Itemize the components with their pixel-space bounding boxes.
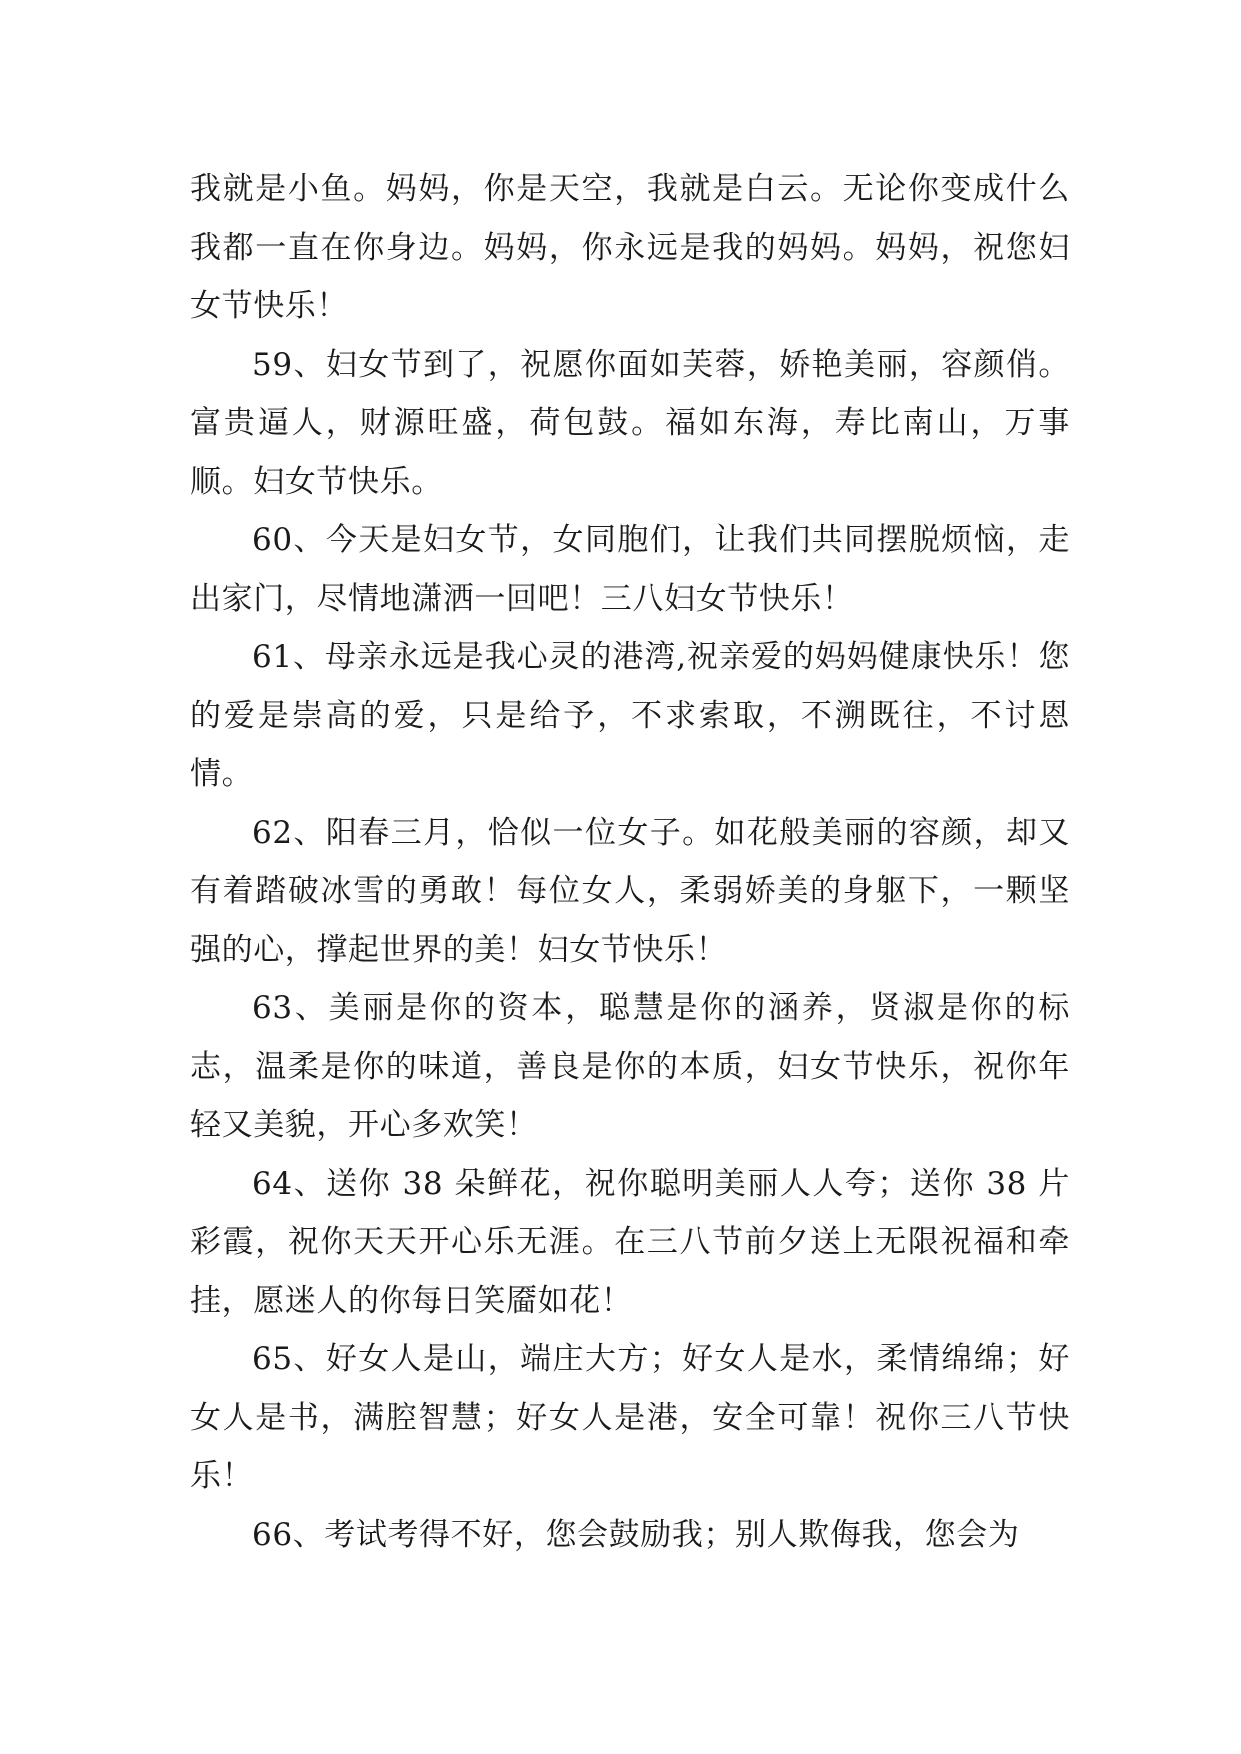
paragraph-58-continuation: 我就是小鱼。妈妈，你是天空，我就是白云。无论你变成什么我都一直在你身边。妈妈，你永远是我的妈妈。妈妈，祝您妇女节快乐！ <box>190 171 1070 324</box>
paragraph-62: 62、阳春三月，恰似一位女子。如花般美丽的容颜，却又有着踏破冰雪的勇敢！每位女人，柔弱娇美的身躯下，一颗坚强的心，撑起世界的美！妇女节快乐！ <box>190 814 1070 968</box>
paragraph-64: 64、送你 38 朵鲜花，祝你聪明美丽人人夸；送你 38 片彩霞，祝你天天开心乐无涯。在三八节前夕送上无限祝福和牵挂，愿迷人的你每日笑靥如花！ <box>190 1165 1070 1319</box>
paragraph-65: 65、好女人是山，端庄大方；好女人是水，柔情绵绵；好女人是书，满腔智慧；好女人是港，安全可靠！祝你三八节快乐！ <box>190 1341 1070 1494</box>
document-body <box>190 160 1070 1564</box>
paragraph-63: 63、美丽是你的资本，聪慧是你的涵养，贤淑是你的标志，温柔是你的味道，善良是你的本质，妇女节快乐，祝你年轻又美貌，开心多欢笑！ <box>190 990 1070 1143</box>
paragraph-59: 59、妇女节到了，祝愿你面如芙蓉，娇艳美丽，容颜俏。富贵逼人，财源旺盛，荷包鼓。福如东海，寿比南山，万事顺。妇女节快乐。 <box>190 346 1070 500</box>
paragraph-66-start: 66、考试考得不好，您会鼓励我；别人欺侮我，您会为 <box>252 1516 1020 1553</box>
paragraph-60: 60、今天是妇女节，女同胞们，让我们共同摆脱烦恼，走出家门，尽情地潇洒一回吧！三八妇女节快乐！ <box>190 522 1070 617</box>
paragraph-61: 61、母亲永远是我心灵的港湾,祝亲爱的妈妈健康快乐！您的爱是崇高的爱，只是给予，不求索取，不溯既往，不讨恩情。 <box>190 639 1070 792</box>
